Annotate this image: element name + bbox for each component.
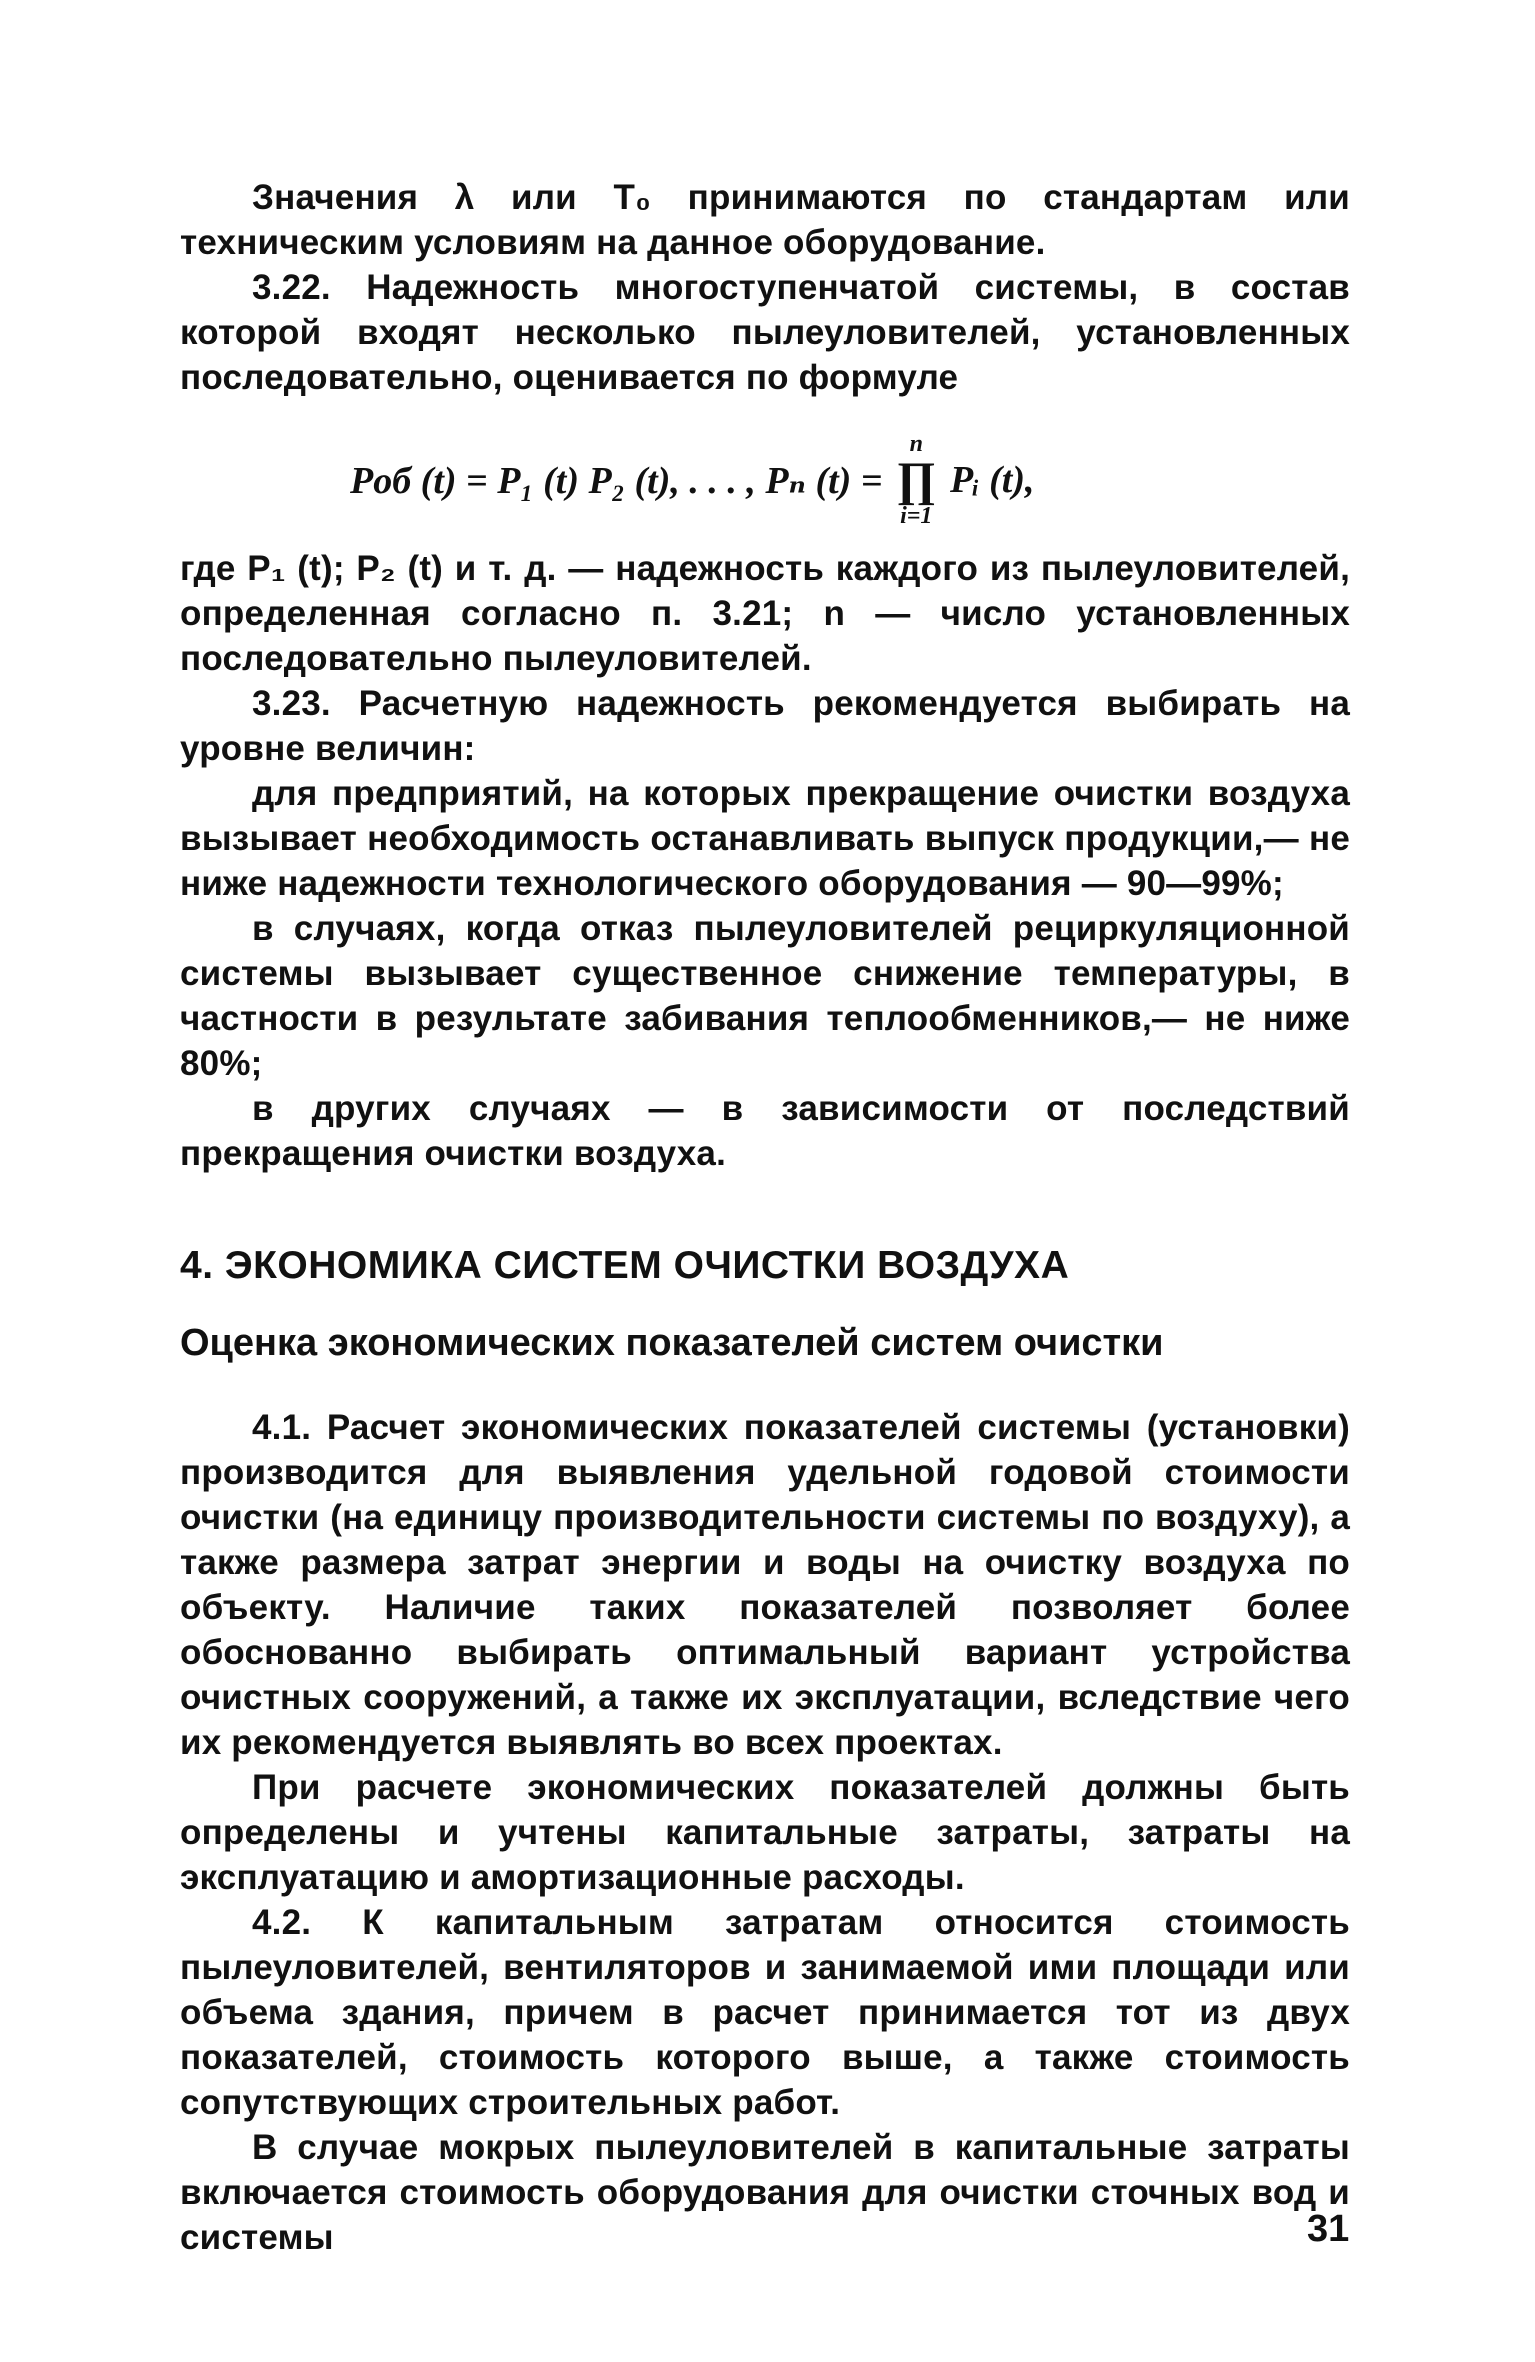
paragraph-3-23: 3.23. Расчетную надежность рекомендуется выбирать на уровне величин: [180,684,1350,768]
page-number: 31 [1307,2208,1350,2250]
product-operator [896,432,936,528]
paragraph-3-22: 3.22. Надежность многоступенчатой системы, в состав которой входят несколько пылеуловителей, установленных последовательно, оценивается по формуле [180,268,1350,397]
formula-explanation: где P₁ (t); P₂ (t) и т. д. — надежность каждого из пылеуловителей, определенная согласно п. 3.21; n — число установленных последовательно пылеуловителей. [180,549,1350,678]
section-title: 4. ЭКОНОМИКА СИСТЕМ ОЧИСТКИ ВОЗДУХА [180,1244,1070,1287]
product-upper-limit: n [909,431,923,457]
product-symbol: ∏ [896,453,936,506]
list-item: для предприятий, на которых прекращение очистки воздуха вызывает необходимость останавливать выпуск продукции,— не ниже надежности технологического оборудования — 90—99%; [180,774,1350,903]
paragraph-4-2-continued: В случае мокрых пылеуловителей в капитальные затраты включается стоимость оборудования для очистки сточных вод и системы [180,2128,1350,2257]
subsection-title: Оценка экономических показателей систем очистки [180,1322,1164,1364]
reliability-formula [350,432,1350,528]
product-lower-limit: i=1 [900,503,933,529]
paragraph-4-1: 4.1. Расчет экономических показателей системы (установки) производится для выявления удельной годовой стоимости очистки (на единицу производительности системы по воздуху), а также размера затрат энергии и воды на очистку воздуха по объекту. Наличие таких показателей позволяет более обоснованно выбирать оптимальный вариант устройства очистных сооружений, а также их эксплуатации, вследствие чего их рекомендуется выявлять во всех проектах. [180,1408,1350,1762]
page-body [180,175,1350,2260]
paragraph-4-2: 4.2. К капитальным затратам относится стоимость пылеуловителей, вентиляторов и занимаемой ими площади или объема здания, причем в расчет принимается тот из двух показателей, стоимость которого выше, а также стоимость сопутствующих строительных работ. [180,1903,1350,2122]
formula-lhs: Pоб (t) = P₁ (t) P₂ (t), . . . , Pₙ (t) = [350,460,883,502]
formula-rhs: Pᵢ (t), [950,459,1035,501]
paragraph-4-1-continued: При расчете экономических показателей должны быть определены и учтены капитальные затраты, затраты на эксплуатацию и амортизационные расходы. [180,1768,1350,1897]
list-item: в случаях, когда отказ пылеуловителей рециркуляционной системы вызывает существенное снижение температуры, в частности в результате забивания теплообменников,— не ниже 80%; [180,909,1350,1083]
list-item: в других случаях — в зависимости от последствий прекращения очистки воздуха. [180,1089,1350,1173]
intro-paragraph: Значения λ или T₀ принимаются по стандартам или техническим условиям на данное оборудование. [180,178,1350,262]
